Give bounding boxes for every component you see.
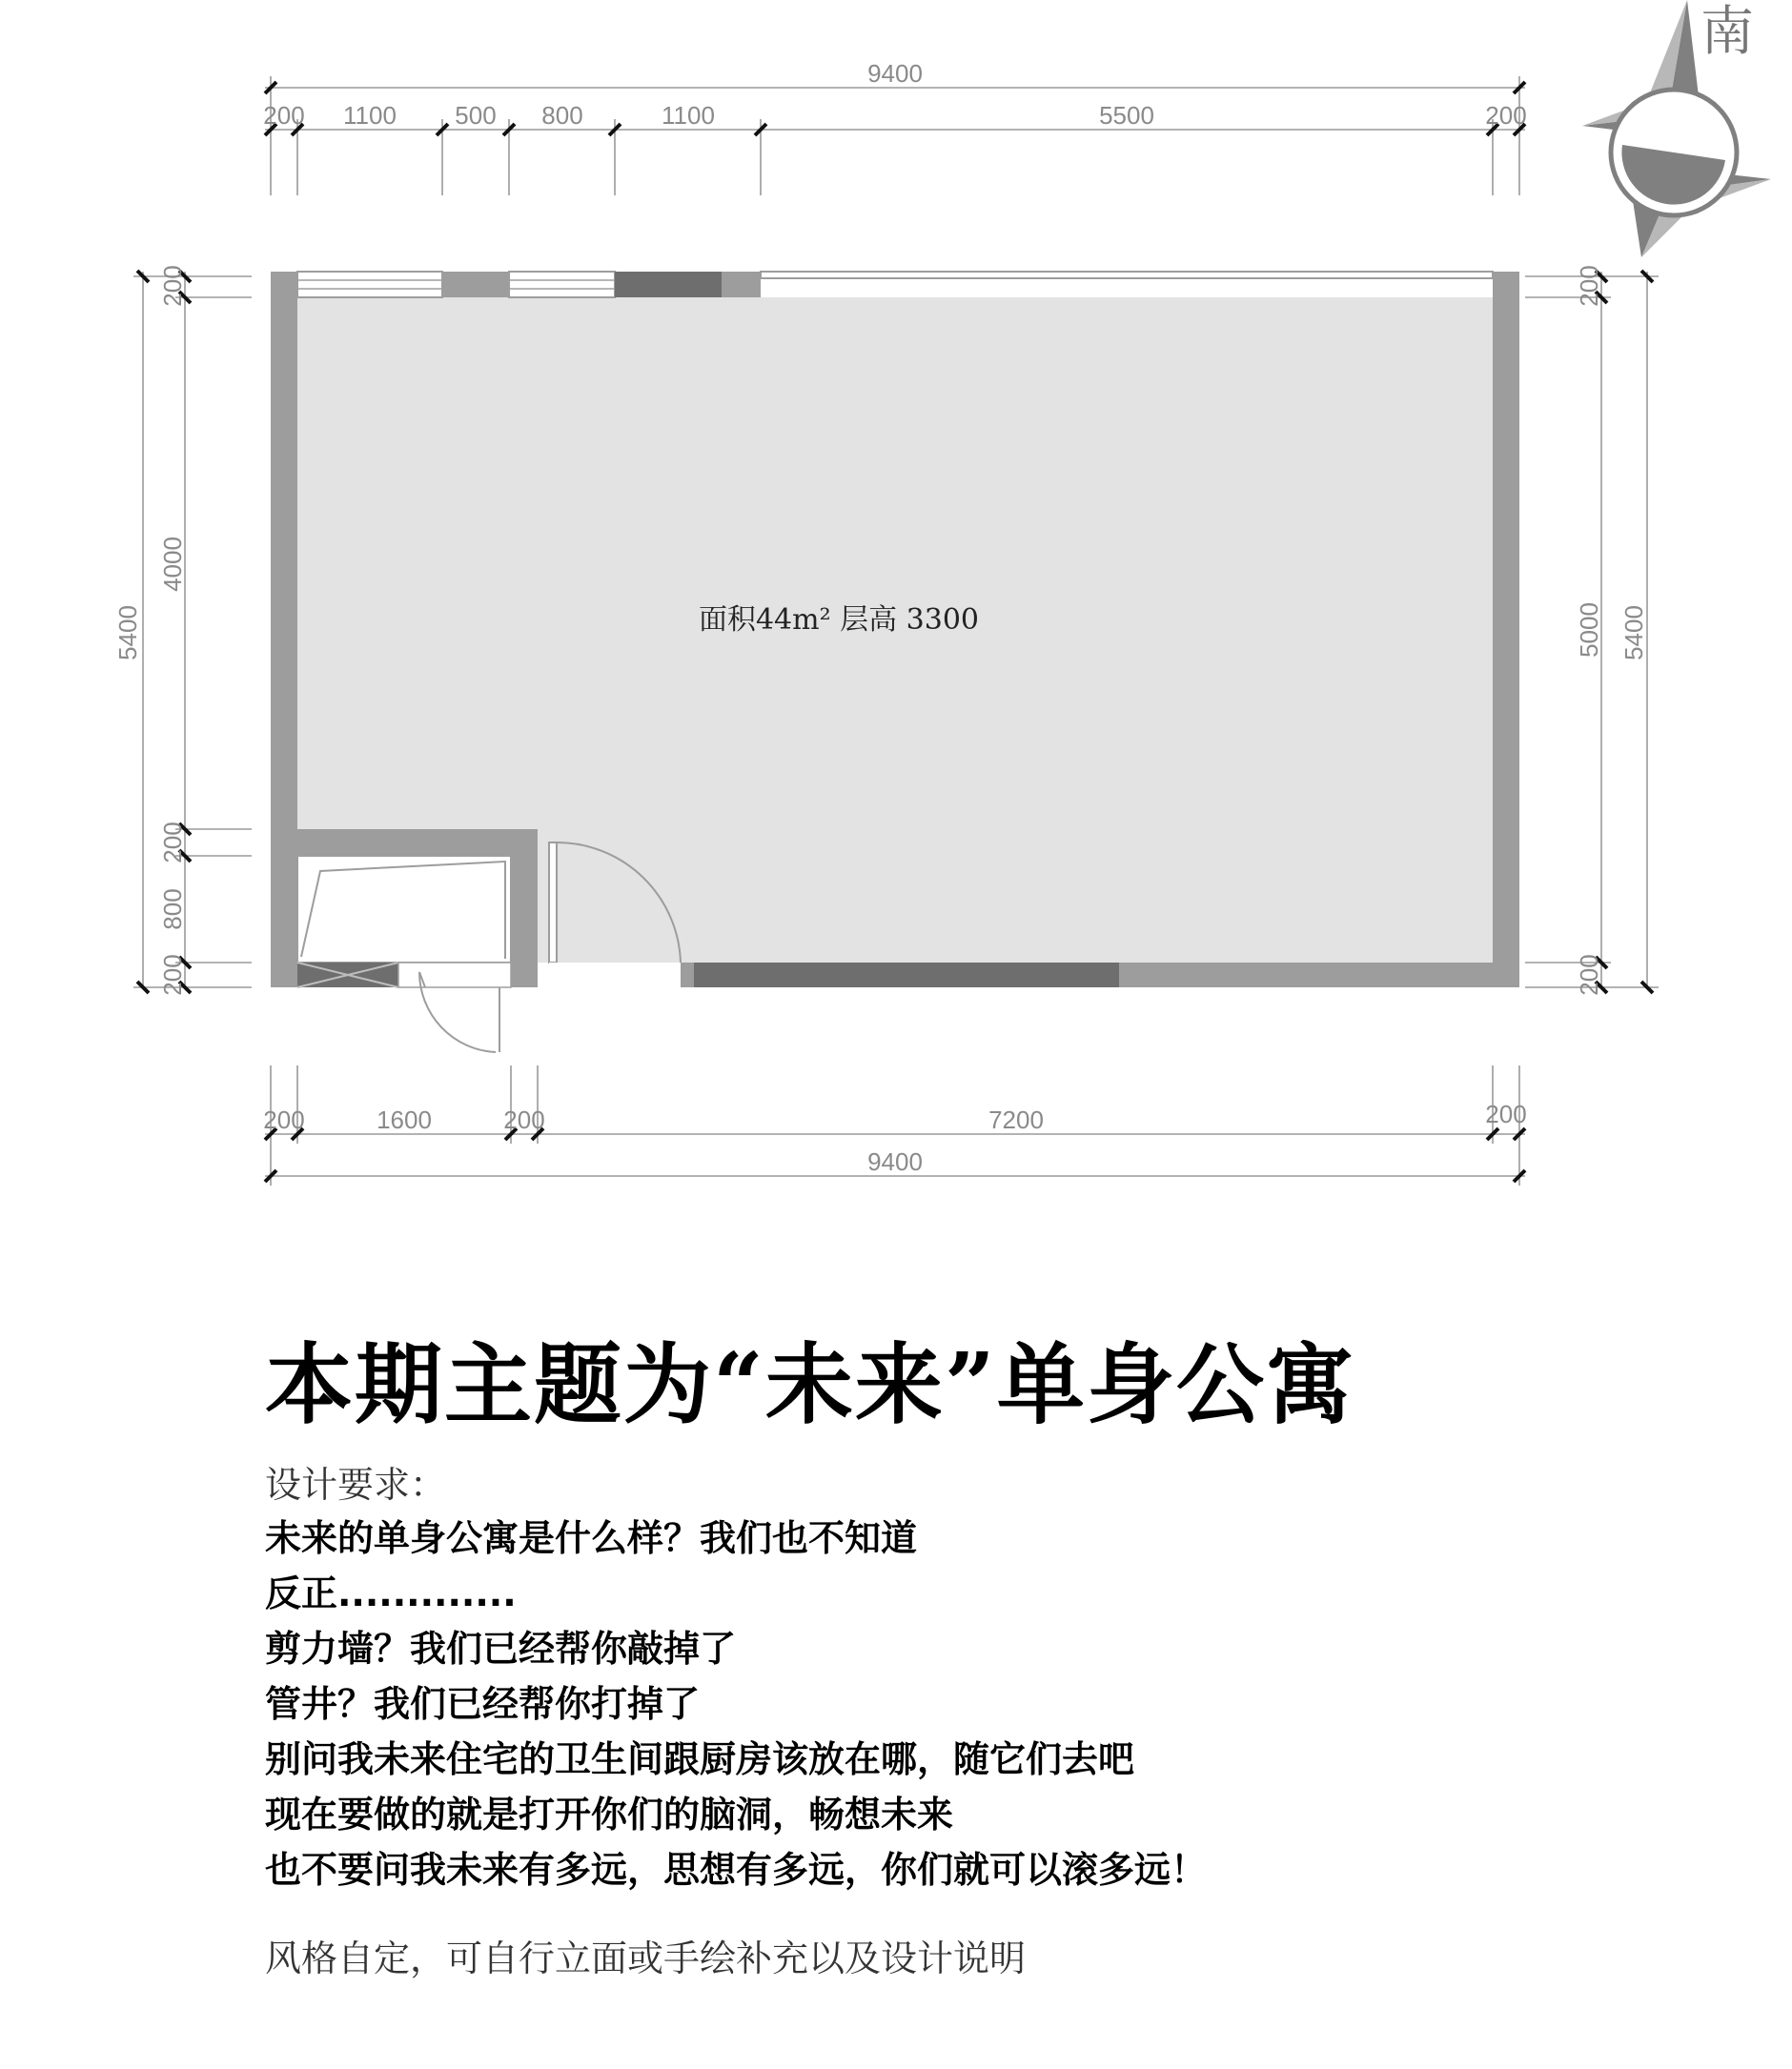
requirements-list — [265, 1511, 1207, 1897]
compass-rose-icon — [1582, 0, 1771, 257]
page-title: 本期主题为“未来”单身公寓 — [265, 1333, 1355, 1436]
left-dim-4: 800 — [158, 888, 187, 930]
top-dim-7: 200 — [1485, 101, 1527, 130]
requirement-line: 反正............. — [265, 1572, 517, 1614]
right-total-dim: 5400 — [1619, 605, 1648, 660]
requirement-line: 未来的单身公寓是什么样？我们也不知道 — [265, 1517, 918, 1559]
left-total-dim: 5400 — [113, 605, 142, 660]
bottom-dim-5: 200 — [1485, 1100, 1527, 1128]
top-dim-1: 200 — [263, 101, 305, 130]
compass-south-label: 南 — [1700, 1, 1754, 63]
bottom-dim-4: 7200 — [988, 1105, 1044, 1134]
top-dim-2: 1100 — [343, 101, 397, 130]
bottom-dimensions — [263, 1065, 1526, 1186]
apartment-floor-plan — [271, 272, 1519, 1052]
right-dim-1: 200 — [1575, 265, 1603, 307]
right-dimensions — [1525, 265, 1659, 995]
top-total-dim: 9400 — [867, 59, 923, 88]
right-wall — [1493, 272, 1519, 987]
bottom-dim-1: 200 — [263, 1105, 305, 1134]
top-dim-5: 1100 — [662, 101, 715, 130]
top-dim-3: 500 — [455, 101, 497, 130]
bottom-total-dim: 9400 — [867, 1147, 923, 1176]
right-dim-2: 5000 — [1575, 602, 1603, 658]
requirement-line: 剪力墙？我们已经帮你敲掉了 — [265, 1628, 737, 1670]
top-dim-4: 800 — [541, 101, 583, 130]
style-note: 风格自定，可自行立面或手绘补充以及设计说明 — [265, 1937, 1027, 1979]
requirement-line: 别问我未来住宅的卫生间跟厨房该放在哪，随它们去吧 — [265, 1738, 1135, 1780]
requirements-heading: 设计要求： — [265, 1464, 447, 1506]
left-dim-2: 4000 — [158, 537, 187, 592]
left-wall — [271, 272, 297, 987]
right-dim-3: 200 — [1575, 954, 1603, 996]
left-dim-1: 200 — [158, 265, 187, 307]
requirement-line: 也不要问我未来有多远，思想有多远，你们就可以滚多远！ — [265, 1849, 1208, 1891]
bottom-dim-3: 200 — [503, 1105, 545, 1134]
top-dim-6: 5500 — [1099, 101, 1154, 130]
left-dim-3: 200 — [158, 822, 187, 863]
requirement-line: 现在要做的就是打开你们的脑洞，畅想未来 — [265, 1794, 954, 1836]
left-dim-5: 200 — [158, 954, 187, 996]
left-dimensions — [113, 265, 252, 995]
requirement-line: 管井？我们已经帮你打掉了 — [265, 1683, 701, 1725]
bottom-dim-2: 1600 — [377, 1105, 432, 1134]
top-dimensions — [263, 59, 1526, 195]
area-height-label: 面积44m² 层高 3300 — [698, 603, 980, 637]
